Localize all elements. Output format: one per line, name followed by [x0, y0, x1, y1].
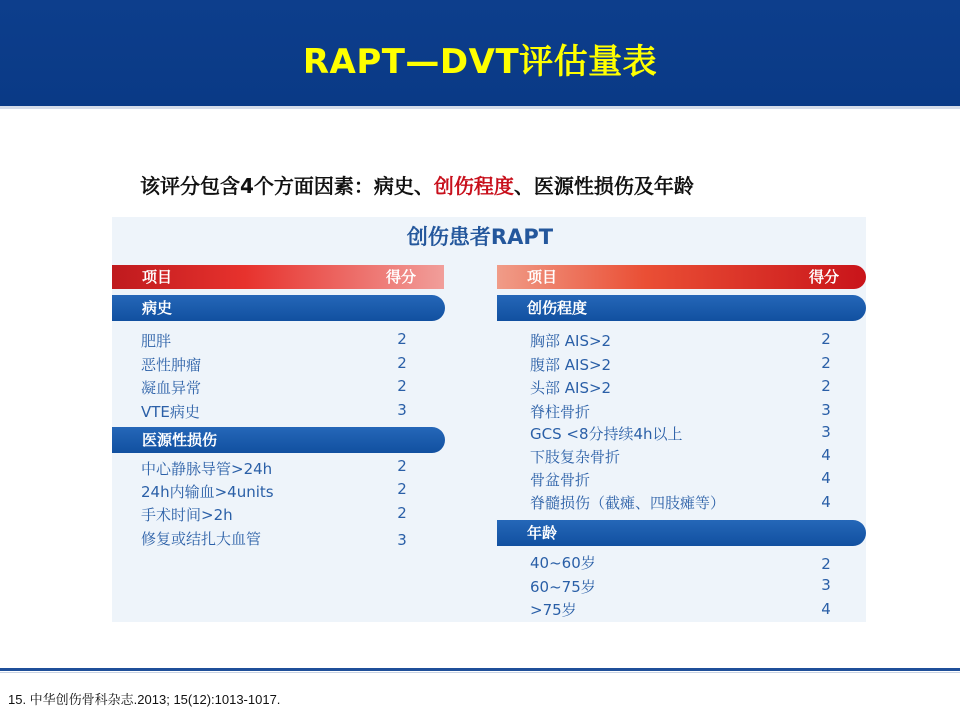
footer-divider	[0, 668, 960, 671]
row-label: 手术时间>2h	[141, 506, 233, 524]
row-label: 骨盆骨折	[530, 471, 591, 489]
row-score: 3	[821, 401, 831, 419]
row-score: 3	[397, 401, 407, 419]
right-header-item: 项目	[527, 268, 558, 286]
left-header-score: 得分	[386, 268, 417, 286]
row-label: 中心静脉导管>24h	[141, 460, 273, 478]
section-name-iatrogenic: 医源性损伤	[142, 431, 218, 449]
row-label: GCS <8分持续4h以上	[530, 425, 683, 443]
section-name-history: 病史	[142, 299, 173, 317]
section-bar-iatrogenic	[112, 427, 445, 453]
footer-divider-thin	[0, 672, 960, 673]
row-score: 3	[397, 531, 407, 549]
row-score: 2	[821, 377, 831, 395]
citation: 15. 中华创伤骨科杂志.2013; 15(12):1013-1017.	[8, 692, 281, 707]
row-score: 2	[397, 377, 407, 395]
row-label: 腹部 AIS>2	[530, 356, 612, 374]
row-score: 2	[397, 354, 407, 372]
row-score: 2	[821, 555, 831, 573]
banner-divider	[0, 106, 960, 109]
row-score: 4	[821, 600, 831, 618]
row-label: 40~60岁	[530, 554, 596, 572]
row-score: 2	[397, 480, 407, 498]
row-score: 4	[821, 446, 831, 464]
slide-subtitle	[140, 170, 694, 199]
row-label: 脊髓损伤（截瘫、四肢瘫等）	[530, 494, 726, 512]
row-score: 2	[821, 354, 831, 372]
left-header-bar	[112, 265, 444, 289]
row-label: 下肢复杂骨折	[530, 448, 621, 466]
row-score: 4	[821, 493, 831, 511]
row-label: >75岁	[530, 601, 577, 619]
slide-title: RAPT—DVT评估量表	[302, 42, 658, 82]
row-score: 3	[821, 423, 831, 441]
section-bar-history	[112, 295, 445, 321]
row-label: 24h内输血>4units	[141, 483, 274, 501]
subtitle-highlight: 创伤程度	[433, 174, 514, 198]
row-score: 2	[397, 504, 407, 522]
row-label: 恶性肿瘤	[141, 356, 202, 374]
subtitle-suffix: 、医源性损伤及年龄	[513, 174, 694, 198]
row-score: 4	[821, 469, 831, 487]
row-score: 2	[821, 330, 831, 348]
row-score: 3	[821, 576, 831, 594]
section-bar-trauma	[497, 295, 866, 321]
table-title: 创伤患者RAPT	[406, 225, 554, 249]
row-score: 2	[397, 330, 407, 348]
row-label: 肥胖	[141, 332, 172, 350]
row-score: 2	[397, 457, 407, 475]
section-name-age: 年龄	[527, 524, 558, 542]
section-name-trauma: 创伤程度	[527, 299, 588, 317]
row-label: 脊柱骨折	[530, 403, 591, 421]
left-header-item: 项目	[142, 268, 173, 286]
subtitle-prefix: 该评分包含4个方面因素：病史、	[140, 174, 434, 198]
row-label: 凝血异常	[141, 379, 202, 397]
row-label: VTE病史	[141, 403, 200, 421]
row-label: 胸部 AIS>2	[530, 332, 612, 350]
right-header-bar	[497, 265, 866, 289]
right-header-score: 得分	[809, 268, 840, 286]
section-bar-age	[497, 520, 866, 546]
row-label: 60~75岁	[530, 578, 596, 596]
row-label: 修复或结扎大血管	[141, 530, 262, 548]
row-label: 头部 AIS>2	[530, 379, 612, 397]
